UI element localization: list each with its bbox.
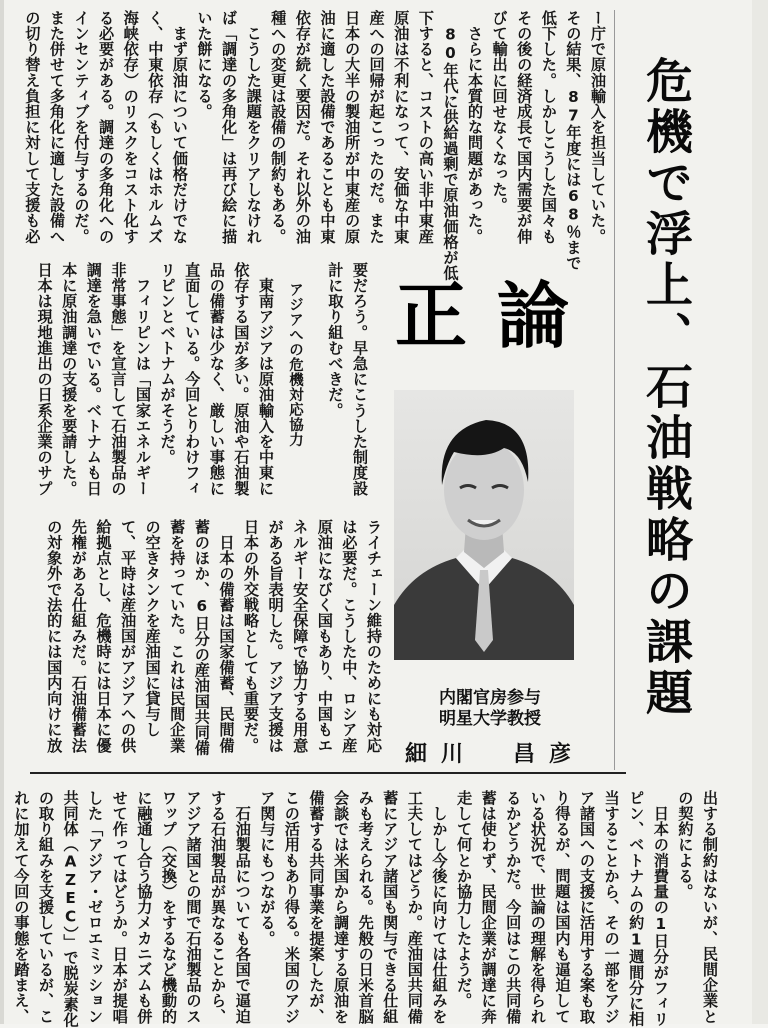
text-line: みも考えられる。先般の日米首脳: [356, 790, 375, 1024]
text-line: るかどうかだ。今回はこの共同備: [504, 790, 523, 1024]
text-line: の取り組みを支援しているが、こ: [36, 790, 55, 1024]
text-line: 蓄のほか、6日分の産油国共同備: [192, 519, 211, 756]
text-line: 当することから、その一部をアジ: [602, 790, 621, 1024]
text-line: 非常事態」を宣言して石油製品の: [109, 262, 128, 496]
text-line: がある旨表明した。アジア支援は: [266, 519, 285, 753]
text-line: の空きタンクを産油国に貸与し: [143, 519, 162, 738]
text-line: 日本の外交戦略としても重要だ。: [242, 519, 261, 753]
text-line: さらに本質的な問題があった。: [466, 10, 485, 244]
text-line: れに加えて今回の事態を踏まえ、: [12, 790, 31, 1024]
text-line: ネルギー安全保障で協力する用意: [291, 519, 310, 753]
text-line: 調達を急いでいる。ベトナムも日: [84, 262, 103, 496]
text-line: いた餅になる。: [195, 10, 214, 120]
text-line: 東南アジアは原油輸入を中東に: [257, 262, 275, 496]
text-line: 産への回帰が起こったのだ。また: [367, 10, 386, 244]
text-line: 低下した。しかしこうした国々も: [539, 10, 558, 244]
text-line: に融通し合う協力メカニズムも併: [135, 790, 154, 1024]
body-column-middle-left: [30, 262, 278, 498]
text-line: フィリピンは「国家エネルギー: [134, 262, 153, 496]
text-line: ー庁で原油輸入を担当していた。: [589, 10, 607, 244]
text-line: いる状況で、世論の理解を得られ: [528, 790, 547, 1024]
text-line: の対象外で法的には国内向けに放: [45, 519, 64, 753]
text-line: 蓄は使わず、民間企業が調達に奔: [479, 790, 498, 1024]
text-line: アジア諸国との間で石油製品のス: [184, 790, 203, 1024]
author-name: 細川 昌彦: [405, 741, 586, 767]
text-line: 種への変更は設備の制約もある。: [269, 10, 288, 244]
text-line: ば「調達の多角化」は再び絵に描: [220, 10, 239, 244]
text-line: 日本の大半の製油所が中東産の原: [343, 10, 362, 244]
text-line: する石油製品が異なることから、: [209, 790, 228, 1024]
text-line: 計に取り組むべきだ。: [326, 262, 345, 418]
text-line: は必要だ。こうした中、ロシア産: [340, 519, 359, 753]
text-line: 日本の消費量の1日分がフィリ: [651, 790, 670, 1027]
text-line: 下すると、コストの高い非中東産: [416, 10, 435, 244]
subheading: アジアへの危機対応協力: [287, 282, 303, 447]
text-line: 蓄にアジア諸国も関与できる仕組: [381, 790, 400, 1024]
text-line: る必要がある。調達の多角化への: [97, 10, 116, 244]
text-line: 依存が続く要因だ。それ以外の油: [293, 10, 312, 244]
text-line: て、平時は産油国がアジアへの供: [119, 519, 138, 753]
text-line: その結果、87年度には68％まで: [564, 10, 583, 271]
text-line: り得るが、問題は国内も逼迫して: [553, 790, 572, 1024]
text-line: した「アジア・ゼロエミッション: [86, 790, 105, 1024]
text-line: インセンティブを付与するのだ。: [72, 10, 91, 244]
text-line: 蓄を持っていた。これは民間企業: [168, 519, 187, 753]
text-line: 共同体（AZEC）」で脱炭素化: [61, 790, 80, 1028]
text-line: 品の備蓄は少なく、厳しい事態に: [207, 262, 226, 496]
section-divider-headline: [614, 10, 615, 770]
text-line: く、中東依存（もしくはホルムズ: [146, 10, 165, 244]
text-line: 走して何とか協力したようだ。: [455, 790, 474, 1009]
text-line: ライチェーン維持のためにも対応: [365, 519, 383, 753]
text-line: また併せて多角化に適した設備へ: [47, 10, 66, 244]
text-line: 出する制約はないが、民間企業と: [701, 790, 719, 1024]
text-line: 直面している。今回とりわけフィ: [183, 262, 202, 496]
author-title-line2: 明星大学教授: [439, 709, 541, 729]
text-line: の契約による。: [676, 790, 695, 900]
author-title: [400, 688, 580, 730]
body-column-middle-right: [322, 262, 372, 498]
section-divider-bottom: [30, 772, 626, 774]
text-line: 会談では米国から調達する原油を: [332, 790, 351, 1024]
headline: 危機で浮上、石油戦略の課題: [638, 56, 693, 719]
text-line: しかし今後に向けては仕組みを: [430, 790, 449, 1024]
text-line: ア諸国への支援に活用する案も取: [578, 790, 597, 1024]
text-line: 海峡依存）のリスクをコスト化す: [121, 10, 140, 244]
text-line: まず原油について価格だけでな: [170, 10, 189, 244]
text-line: 依存する国が多い。原油や石油製: [232, 262, 251, 496]
text-line: 日本の備蓄は国家備蓄、民間備: [217, 519, 236, 753]
author-photo: [394, 390, 574, 660]
body-column-bottom: [2, 790, 722, 1026]
text-line: 日本は現地進出の日系企業のサプ: [35, 262, 54, 496]
text-line: 給拠点とし、危機時には日本に優: [94, 519, 113, 753]
text-line: 先権がある仕組みだ。石油備蓄法: [69, 519, 88, 753]
column-title: 正論: [395, 274, 600, 358]
author-title-line1: 内閣官房参与: [439, 688, 541, 708]
text-line: その後の経済成長で国内需要が伸: [515, 10, 534, 244]
text-line: 石油製品についても各国で逼迫: [233, 790, 252, 1024]
text-line: 原油は不利になって、安価な中東: [392, 10, 411, 244]
text-line: ピン、ベトナムの約1週間分に相: [627, 790, 646, 1027]
body-column-top-right: [14, 10, 610, 281]
text-line: ア関与にもつながる。: [258, 790, 277, 946]
page-edge-right: [752, 0, 768, 1024]
text-line: 工夫してはどうか。産油国共同備: [405, 790, 424, 1024]
text-line: 本に原油調達の支援を要請した。: [60, 262, 79, 496]
text-line: リピンとベトナムがそうだ。: [158, 262, 177, 465]
text-line: こうした課題をクリアしなけれ: [244, 10, 263, 244]
text-line: せて作ってはどうか。日本が提唱: [110, 790, 129, 1024]
text-line: びて輸出に回せなくなった。: [490, 10, 509, 213]
text-line: 要だろう。早急にこうした制度設: [351, 262, 369, 496]
body-column-lower-middle: [36, 519, 386, 755]
text-line: 油に適した設備であることも中東: [318, 10, 337, 244]
text-line: 備蓄する共同事業を提案したが、: [307, 790, 326, 1024]
text-line: の切り替え負担に対して支援も必: [23, 10, 42, 244]
text-line: 原油になびく国もあり、中国もエ: [315, 519, 334, 753]
text-line: この活用もあり得る。米国のアジ: [282, 790, 301, 1024]
text-line: 80年代に供給過剰で原油価格が低: [441, 10, 460, 281]
text-line: ワップ（交換）をするなど機動的: [159, 790, 178, 1024]
